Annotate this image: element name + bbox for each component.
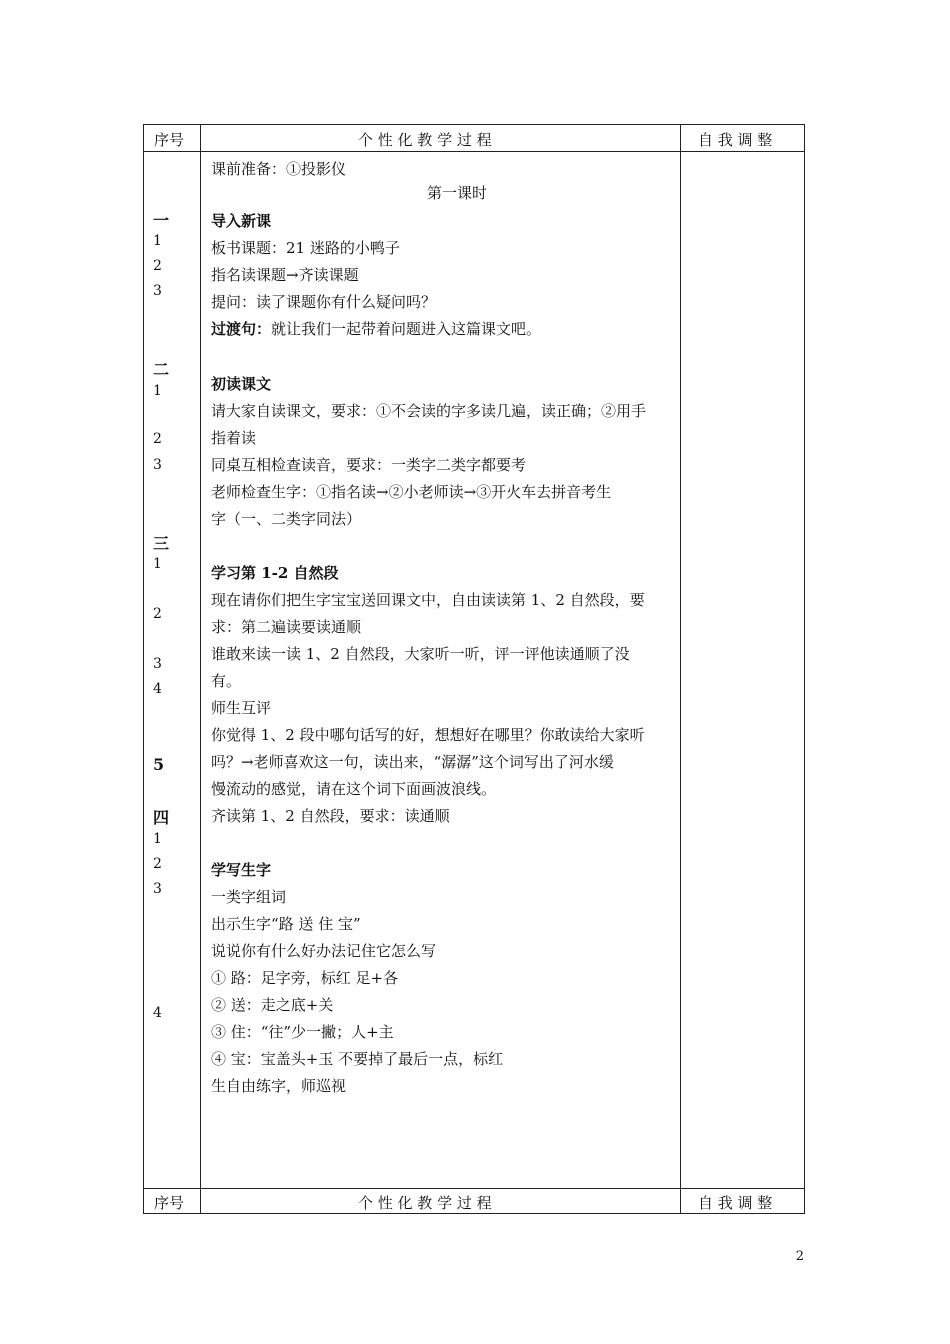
section-title: 导入新课 xyxy=(211,212,272,230)
process-line: 求：第二遍读要读通顺 xyxy=(211,618,362,636)
index-item: 4 xyxy=(153,1005,162,1021)
header-adjust: 自 我 调 整 xyxy=(698,131,773,149)
process-line: ③ 住：“往”少一撇；人+主 xyxy=(211,1023,394,1041)
column-divider xyxy=(680,125,681,1213)
process-line: 板书课题：21 迷路的小鸭子 xyxy=(211,239,400,257)
footer-adjust: 自 我 调 整 xyxy=(698,1194,773,1212)
process-line: 同桌互相检查读音，要求：一类字二类字都要考 xyxy=(211,456,527,474)
process-line: 出示生字“路 送 住 宝” xyxy=(211,915,361,933)
column-divider xyxy=(200,125,201,1213)
process-line xyxy=(211,318,541,339)
lesson-period: 第一课时 xyxy=(427,184,488,202)
index-item: 1 xyxy=(153,233,162,249)
process-line: 提问：读了课题你有什么疑问吗？ xyxy=(211,293,437,311)
process-line: 你觉得 1、2 段中哪句话写的好，想想好在哪里？你敢读给大家听 xyxy=(211,726,645,744)
header-index: 序号 xyxy=(154,131,185,149)
process-line: 齐读第 1、2 自然段，要求：读通顺 xyxy=(211,807,450,825)
footer-index: 序号 xyxy=(154,1194,185,1212)
process-line: 字（一、二类字同法） xyxy=(211,510,362,528)
index-item: 2 xyxy=(153,258,162,274)
index-item: 1 xyxy=(153,556,162,572)
process-line: ② 送：走之底+关 xyxy=(211,996,334,1014)
index-item: 5 xyxy=(153,755,165,774)
page-number: 2 xyxy=(795,1249,804,1264)
header-divider xyxy=(144,151,804,152)
index-item: 3 xyxy=(153,656,162,672)
index-item: 3 xyxy=(153,881,162,897)
process-line: ① 路：足字旁，标红 足+各 xyxy=(211,969,399,987)
process-line: 慢流动的感觉，请在这个词下面画波浪线。 xyxy=(211,780,497,798)
section-title: 学写生字 xyxy=(211,861,272,879)
section-title: 学习第 1-2 自然段 xyxy=(211,564,339,582)
index-item: 1 xyxy=(153,831,162,847)
index-section-4: 四 xyxy=(153,808,170,827)
index-item: 3 xyxy=(153,457,162,473)
index-item: 1 xyxy=(153,383,162,399)
process-line: 师生互评 xyxy=(211,699,272,717)
process-line: 谁敢来读一读 1、2 自然段，大家听一听，评一评他读通顺了没 xyxy=(211,645,630,663)
lesson-table xyxy=(143,124,805,1214)
process-line: 指着读 xyxy=(211,429,257,447)
footer-divider xyxy=(144,1188,804,1189)
index-section-3: 三 xyxy=(153,534,170,553)
index-item: 3 xyxy=(153,283,162,299)
process-line: 指名读课题→齐读课题 xyxy=(211,266,359,284)
transition-text: 就让我们一起带着问题进入这篇课文吧。 xyxy=(271,320,542,338)
index-item: 2 xyxy=(153,431,162,447)
process-line: 吗？→老师喜欢这一句，读出来，“潺潺”这个词写出了河水缓 xyxy=(211,753,614,771)
process-line: 生自由练字，师巡视 xyxy=(211,1077,347,1095)
footer-process: 个 性 化 教 学 过 程 xyxy=(358,1194,492,1212)
index-item: 2 xyxy=(153,606,162,622)
index-section-1: 一 xyxy=(153,211,170,230)
index-section-2: 二 xyxy=(153,360,170,379)
process-line: 一类字组词 xyxy=(211,888,287,906)
index-item: 2 xyxy=(153,856,162,872)
process-line: 现在请你们把生字宝宝送回课文中，自由读读第 1、2 自然段，要 xyxy=(211,591,645,609)
header-process: 个 性 化 教 学 过 程 xyxy=(358,131,492,149)
process-line: 有。 xyxy=(211,672,242,690)
prep-line: 课前准备：①投影仪 xyxy=(211,160,347,178)
process-line: 说说你有什么好办法记住它怎么写 xyxy=(211,942,437,960)
section-title: 初读课文 xyxy=(211,375,272,393)
process-line: 请大家自读课文，要求：①不会读的字多读几遍，读正确；②用手 xyxy=(211,402,647,420)
transition-label: 过渡句： xyxy=(211,320,272,338)
process-line: ④ 宝：宝盖头+玉 不要掉了最后一点，标红 xyxy=(211,1050,504,1068)
process-line: 老师检查生字：①指名读→②小老师读→③开火车去拼音考生 xyxy=(211,483,612,501)
index-item: 4 xyxy=(153,681,162,697)
